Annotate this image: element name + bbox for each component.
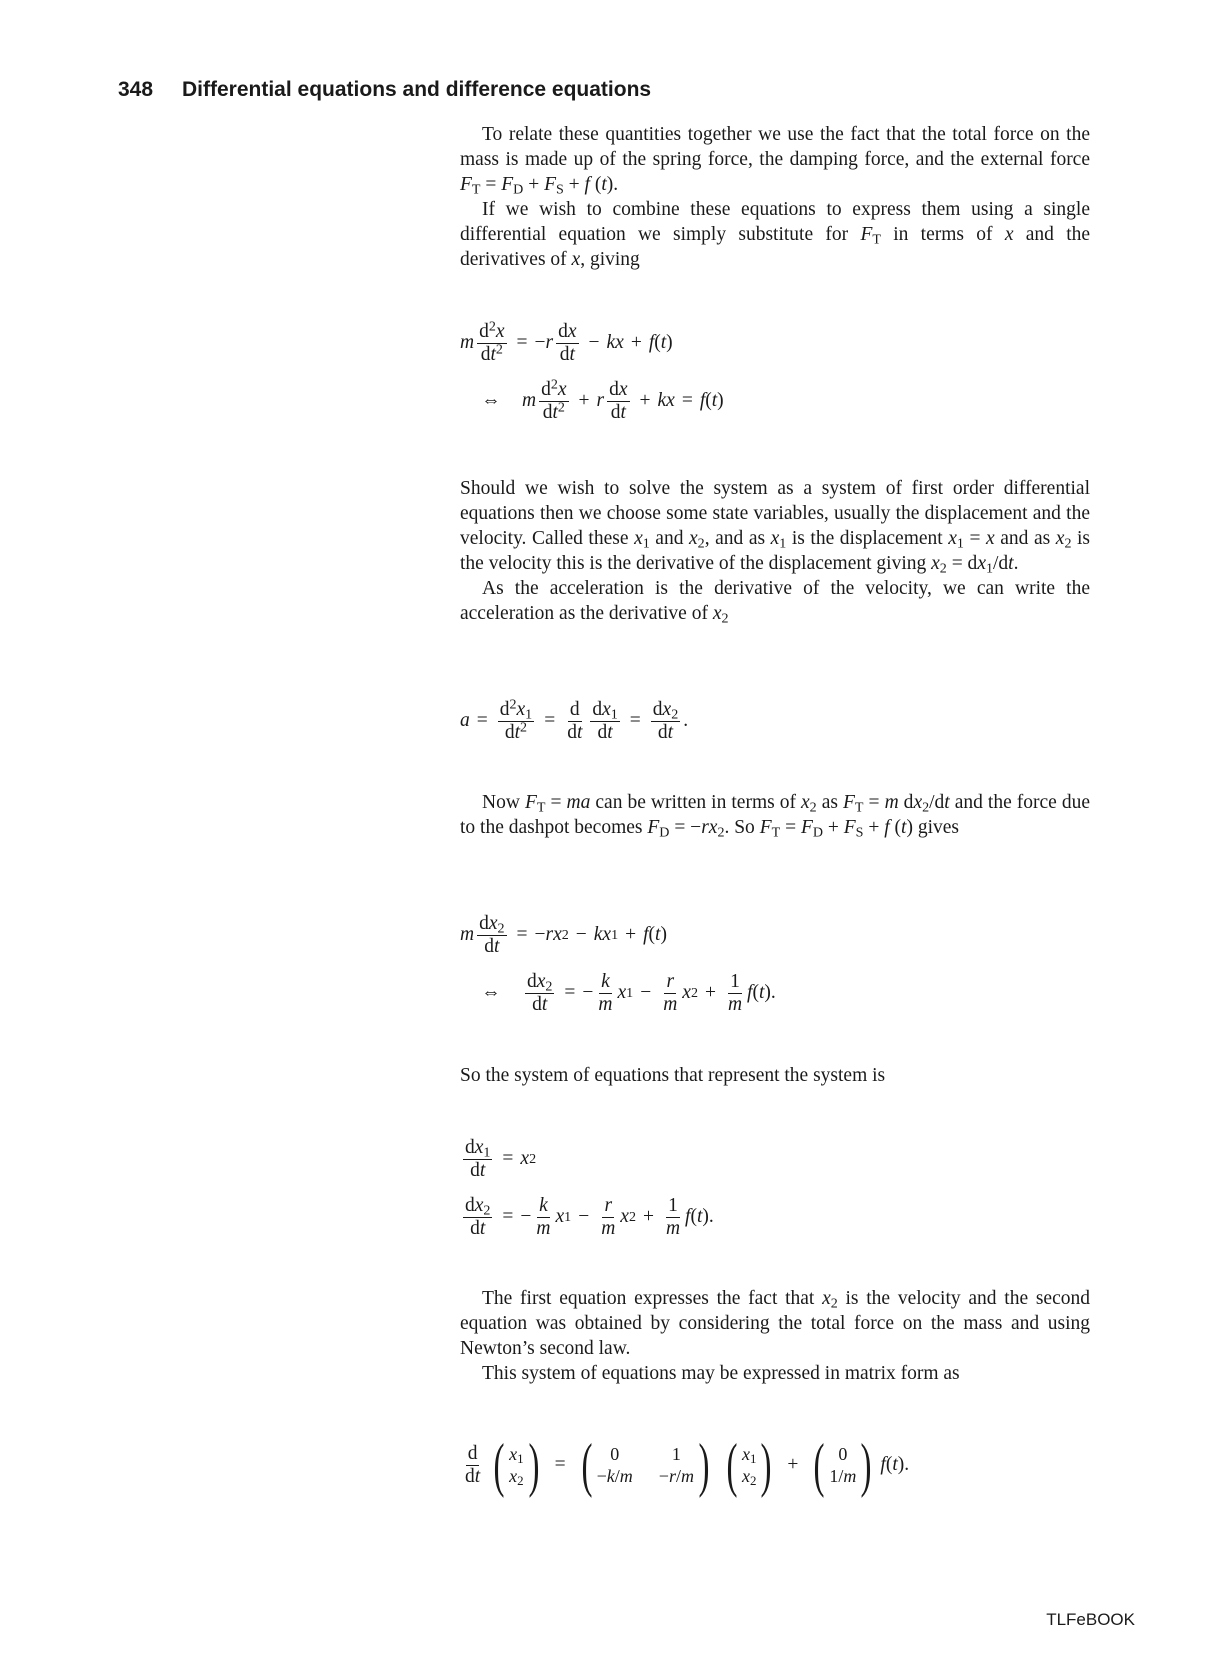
state-vector: ( $x_1$ $x_2$ ) bbox=[726, 1432, 772, 1498]
equation-matrix-form bbox=[460, 1430, 909, 1500]
input-vector: ( 0 1/m ) bbox=[813, 1432, 872, 1498]
chapter-title: Differential equations and difference equations bbox=[182, 78, 652, 101]
text-block-4 bbox=[460, 1063, 1090, 1088]
running-head bbox=[118, 78, 651, 102]
equation-line: ⇔ m $\frac{d^2x}{dt^2}$ + r $\frac{dx}{dt}$ + kx = f ( t ) bbox=[481, 376, 724, 423]
equation-line: ⇔ $\frac{dx_2}{dt}$ = − $\frac{k}{m}$ x 1 − $\frac{r}{m}$ x 2 + $\frac{1}{m}$ f ( t ). bbox=[481, 970, 776, 1015]
paragraph-matrix-intro: This system of equations may be expressed in matrix form as bbox=[482, 1363, 960, 1384]
equation-line: a = $\frac{d^2x_1}{dt^2}$ = $\frac{d}{dt}$ $\frac{dx_1}{dt}$ = $\frac{dx_2}{dt}$ . bbox=[460, 696, 689, 743]
text-block-5 bbox=[460, 1286, 1090, 1386]
equation-acceleration bbox=[460, 692, 688, 750]
state-vector: ( $x_1$ $x_2$ ) bbox=[493, 1432, 540, 1498]
equation-line: $\frac{d}{dt}$ ( $x_1$ $x_2$ ) = ( 0 1 −k/m −r/m ) ( $x_1$ $x_2$ ) + ( 0 1/m ) f ( t ). bbox=[465, 1432, 910, 1498]
paragraph-total-force: To relate these quantities together we use the fact that the total force on the mass is made up of the spring force, the damping force, and the external force $F_T = F_D + F_S + f$ (t). bbox=[460, 124, 1090, 198]
system-matrix: ( 0 1 −k/m −r/m ) bbox=[581, 1432, 710, 1498]
paragraph-first-equation: The first equation expresses the fact that $x_2$ is the velocity and the second equation was obtained by considering the total force on the mass and using Newton’s second law. bbox=[460, 1288, 1090, 1359]
equation-second-order bbox=[460, 314, 724, 430]
text-block-2 bbox=[460, 476, 1090, 626]
paragraph-newton-form: Now $F_T$ = ma can be written in terms of $x_2$ as $F_T = m$ $dx_2/dt$ and the force due to the dashpot becomes $F_D = -rx_2$. So $F_T = F_D + F_S + f$ (t) gives bbox=[460, 792, 1091, 841]
equation-line: m $\frac{dx_2}{dt}$ = − rx 2 − kx 1 + f ( t ) bbox=[460, 912, 667, 957]
text-block-1 bbox=[460, 122, 1090, 272]
equation-line: m $\frac{d^2x}{dt^2}$ = − r $\frac{dx}{dt}$ − kx + f ( t ) bbox=[460, 318, 673, 365]
page-number: 348 bbox=[118, 78, 154, 101]
equation-line: $\frac{dx_1}{dt}$ = x 2 bbox=[465, 1136, 537, 1181]
text-block-3 bbox=[460, 790, 1090, 840]
paragraph-acceleration: As the acceleration is the derivative of the velocity, we can write the acceleration as the derivative of $x_2$ bbox=[460, 578, 1090, 627]
equation-system bbox=[460, 1130, 714, 1246]
paragraph-system-intro: So the system of equations that represent the system is bbox=[460, 1065, 886, 1086]
watermark: TLFeBOOK bbox=[1046, 1610, 1135, 1629]
paragraph-combine: If we wish to combine these equations to express them using a single differential equation we simply substitute for $F_T$ in terms of x and the derivatives of x, giving bbox=[460, 199, 1091, 270]
equation-velocity bbox=[460, 906, 776, 1022]
equation-line: $\frac{dx_2}{dt}$ = − $\frac{k}{m}$ x 1 − $\frac{r}{m}$ x 2 + $\frac{1}{m}$ f ( t ). bbox=[465, 1194, 714, 1239]
paragraph-state-variables: Should we wish to solve the system as a system of first order differential equations then we choose some state variables, usually the displacement and the velocity. Called these $x_1$ and $x_2$, and as $x_1$ is the displacement $x_1 = x$ and as $x_2$ is the velocity this is the derivative of the displacement giving $x_2 = dx_1/dt$. bbox=[460, 478, 1091, 577]
